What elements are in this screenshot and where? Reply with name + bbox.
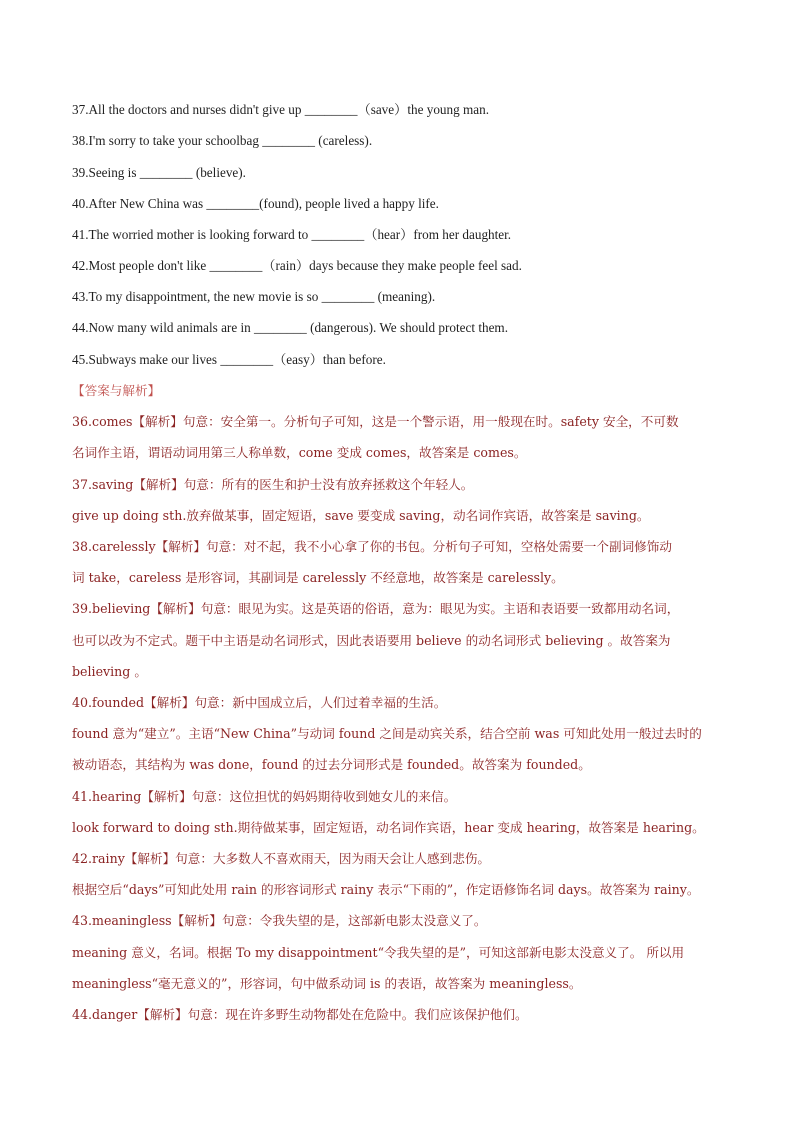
answer-line: believing 。 — [72, 664, 147, 679]
answer-line: 42.rainy【解析】句意：大多数人不喜欢雨天，因为雨天会让人感到悲伤。 — [72, 851, 491, 866]
answer-line: meaning 意义，名词。根据 To my disappointment“令我失望的是”，可知这部新电影太没意义了。 所以用 — [72, 945, 685, 960]
answer-line: 37.saving【解析】句意：所有的医生和护士没有放弃拯救这个年轻人。 — [72, 477, 474, 492]
answer-line: 41.hearing【解析】句意：这位担忧的妈妈期待收到她女儿的来信。 — [72, 789, 457, 804]
question-37: 37.All the doctors and nurses didn't give up ________（save）the young man. — [72, 102, 489, 117]
answer-line: 词 take，careless 是形容词，其副词是 carelessly 不经意地，故答案是 carelessly。 — [72, 570, 564, 585]
answer-line: 44.danger【解析】句意：现在许多野生动物都处在危险中。我们应该保护他们。 — [72, 1007, 528, 1022]
answer-line: 被动语态，其结构为 was done，found 的过去分词形式是 founded。故答案为 founded。 — [72, 757, 591, 772]
answer-line: give up doing sth.放弃做某事，固定短语，save 要变成 saving，动名词作宾语，故答案是 saving。 — [72, 508, 650, 523]
answer-line: look forward to doing sth.期待做某事，固定短语，动名词作宾语，hear 变成 hearing，故答案是 hearing。 — [72, 820, 705, 835]
answer-line: 36.comes【解析】句意：安全第一。分析句子可知，这是一个警示语，用一般现在时。safety 安全，不可数 — [72, 414, 679, 429]
question-39: 39.Seeing is ________ (believe). — [72, 165, 246, 180]
answer-line: 也可以改为不定式。题干中主语是动名词形式，因此表语要用 believe 的动名词形式 believing 。故答案为 — [72, 633, 671, 648]
question-43: 43.To my disappointment, the new movie is so ________ (meaning). — [72, 289, 436, 304]
answer-line: 根据空后“days”可知此处用 rain 的形容词形式 rainy 表示“下雨的”，作定语修饰名词 days。故答案为 rainy。 — [72, 882, 700, 897]
question-40: 40.After New China was ________(found), people lived a happy life. — [72, 196, 439, 211]
question-38: 38.I'm sorry to take your schoolbag ________ (careless). — [72, 133, 373, 148]
answer-line: meaningless“毫无意义的”，形容词，句中做系动词 is 的表语，故答案为 meaningless。 — [72, 976, 582, 991]
answer-line: 38.carelessly【解析】句意：对不起，我不小心拿了你的书包。分析句子可知，空格处需要一个副词修饰动 — [72, 539, 672, 554]
question-44: 44.Now many wild animals are in ________ (dangerous). We should protect them. — [72, 320, 508, 335]
question-42: 42.Most people don't like ________（rain）days because they make people feel sad. — [72, 258, 522, 273]
answer-line: 39.believing【解析】句意：眼见为实。这是英语的俗语，意为：眼见为实。主语和表语要一致都用动名词， — [72, 601, 680, 616]
answer-line: found 意为“建立”。主语“New China”与动词 found 之间是动宾关系，结合空前 was 可知此处用一般过去时的 — [72, 726, 702, 741]
answer-line: 名词作主语，谓语动词用第三人称单数，come 变成 comes，故答案是 comes。 — [72, 445, 527, 460]
question-45: 45.Subways make our lives ________（easy）than before. — [72, 352, 386, 367]
question-41: 41.The worried mother is looking forward to ________（hear）from her daughter. — [72, 227, 512, 242]
answer-line: 40.founded【解析】句意：新中国成立后，人们过着幸福的生活。 — [72, 695, 447, 710]
answer-line: 43.meaningless【解析】句意：令我失望的是，这部新电影太没意义了。 — [72, 913, 487, 928]
answer-section-header: 【答案与解析】 — [72, 383, 161, 398]
